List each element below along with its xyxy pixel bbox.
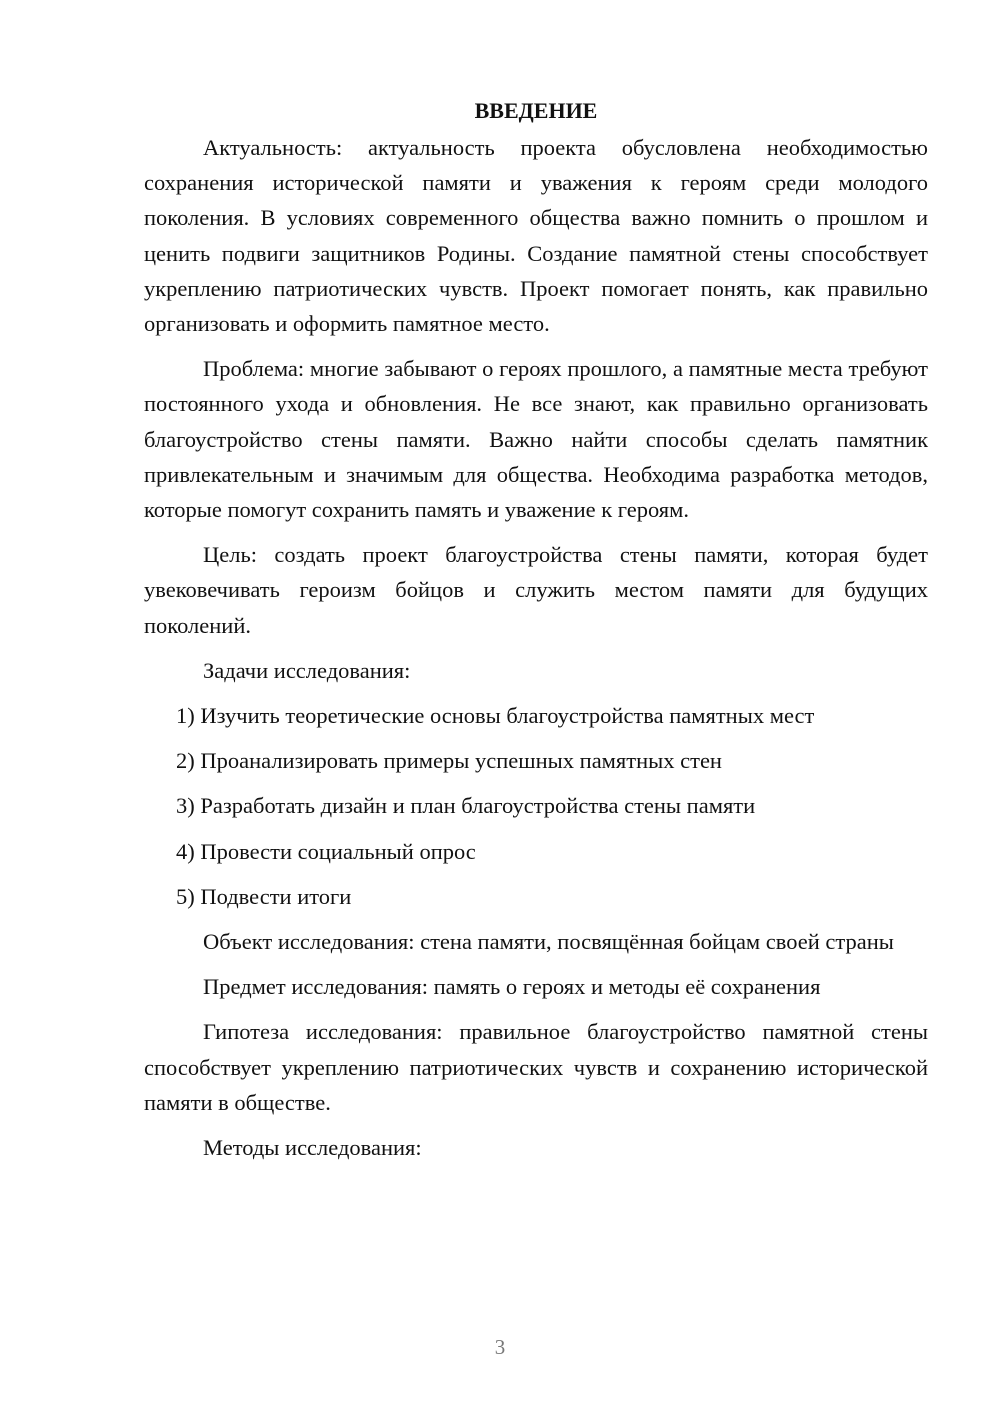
paragraph-object: Объект исследования: стена памяти, посвящённая бойцам своей страны	[203, 929, 894, 955]
task-item: 1) Изучить теоретические основы благоустройства памятных мест	[176, 703, 815, 729]
paragraph-methods-heading: Методы исследования:	[203, 1135, 422, 1161]
paragraph-subject: Предмет исследования: память о героях и методы её сохранения	[203, 974, 821, 1000]
section-title: ВВЕДЕНИЕ	[474, 98, 598, 123]
task-list	[144, 698, 928, 914]
paragraph-relevance: Актуальность: актуальность проекта обусловлена необходимостью сохранения исторической памяти и уважения к героям среди молодого поколения. В условиях современного общества важно помнить о прошлом и ценить подвиги защитников Родины. Создание памятной стены способствует укреплению патриотических чувств. Проект помогает понять, как правильно организовать и оформить памятное место.	[144, 135, 928, 337]
page-number: 3	[494, 1335, 506, 1359]
task-item: 5) Подвести итоги	[176, 883, 352, 909]
task-item: 3) Разработать дизайн и план благоустройства стены памяти	[176, 793, 756, 819]
task-item: 4) Провести социальный опрос	[176, 838, 476, 864]
task-item: 2) Проанализировать примеры успешных памятных стен	[176, 748, 722, 774]
paragraph-hypothesis: Гипотеза исследования: правильное благоустройство памятной стены способствует укреплению патриотических чувств и сохранению исторической памяти в обществе.	[144, 1019, 928, 1115]
paragraph-tasks-heading: Задачи исследования:	[203, 657, 411, 683]
paragraph-problem: Проблема: многие забывают о героях прошлого, а памятные места требуют постоянного ухода и обновления. Не все знают, как правильно организовать благоустройство стены памяти. Важно найти способы сделать памятник привлекательным и значимым для общества. Необходима разработка методов, которые помогут сохранить память и уважение к героям.	[144, 356, 928, 523]
page-content	[144, 96, 928, 1175]
paragraph-goal: Цель: создать проект благоустройства стены памяти, которая будет увековечивать героизм бойцов и служить местом памяти для будущих поколений.	[144, 542, 928, 638]
